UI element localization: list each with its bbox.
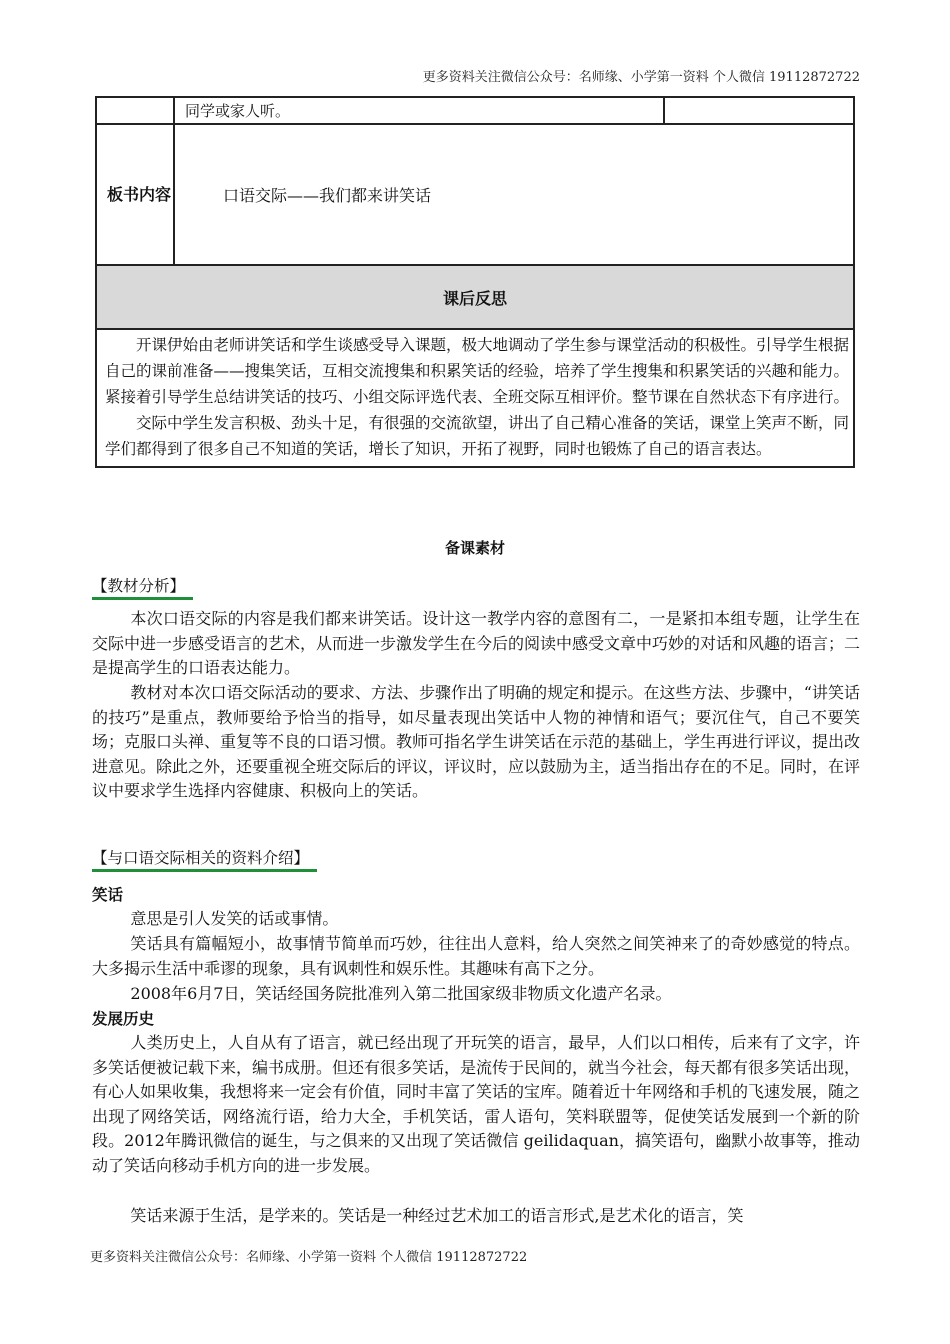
table-cell-empty bbox=[664, 97, 854, 124]
reflection-paragraph: 开课伊始由老师讲笑话和学生谈感受导入课题，极大地调动了学生参与课堂活动的积极性。引导学生根据自己的课前准备——搜集笑话，互相交流搜集和积累笑话的经验，培养了学生搜集和积累笑话的兴趣和能力。紧接着引导学生总结讲笑话的技巧、小组交际评选代表、全班交际互相评价。整节课在自然状态下有序进行。 bbox=[105, 336, 850, 406]
joke-paragraph: 笑话具有篇幅短小，故事情节简单而巧妙，往往出人意料，给人突然之间笑神来了的奇妙感觉的特点。大多揭示生活中乖谬的现象，具有讽刺性和娱乐性。其趣味有高下之分。 bbox=[92, 934, 860, 978]
textbook-paragraph: 本次口语交际的内容是我们都来讲笑话。设计这一教学内容的意图有二，一是紧扣本组专题，让学生在交际中进一步感受语言的艺术，从而进一步激发学生在今后的阅读中感受文章中巧妙的对话和风趣的语言；二是提高学生的口语表达能力。 bbox=[92, 609, 861, 678]
joke-paragraph: 意思是引人发笑的话或事情。 bbox=[130, 909, 339, 928]
resources-heading: 【与口语交际相关的资料介绍】 bbox=[92, 846, 317, 872]
page-footer: 更多资料关注微信公众号：名师缘、小学第一资料 个人微信 19112872722 bbox=[90, 1250, 528, 1265]
table-row bbox=[96, 329, 854, 467]
blackboard-content: 口语交际——我们都来讲笑话 bbox=[174, 124, 854, 265]
lesson-table bbox=[95, 96, 855, 468]
history-heading: 发展历史 bbox=[92, 1010, 155, 1028]
materials-title: 备课素材 bbox=[444, 539, 505, 557]
table-row bbox=[96, 124, 854, 265]
textbook-analysis-heading: 【教材分析】 bbox=[92, 574, 193, 600]
top-row-text: 同学或家人听。 bbox=[174, 97, 664, 124]
joke-heading: 笑话 bbox=[92, 886, 124, 904]
joke-paragraph: 2008年6月7日，笑话经国务院批准列入第二批国家级非物质文化遗产名录。 bbox=[130, 984, 672, 1003]
reflection-heading: 课后反思 bbox=[96, 265, 854, 329]
table-cell-empty bbox=[96, 97, 174, 124]
page-header: 更多资料关注微信公众号：名师缘、小学第一资料 个人微信 19112872722 bbox=[422, 70, 860, 85]
reflection-cell bbox=[96, 329, 854, 467]
blackboard-label: 板书内容 bbox=[96, 124, 174, 265]
table-row bbox=[96, 97, 854, 124]
table-row bbox=[96, 265, 854, 329]
textbook-paragraph: 教材对本次口语交际活动的要求、方法、步骤作出了明确的规定和提示。在这些方法、步骤中，“讲笑话的技巧”是重点，教师要给予恰当的指导，如尽量表现出笑话中人物的神情和语气；要沉住气，自己不要笑场；克服口头禅、重复等不良的口语习惯。教师可指名学生讲笑话在示范的基础上，学生再进行评议，提出改进意见。除此之外，还要重视全班交际后的评议，评议时，应以鼓励为主，适当指出存在的不足。同时，在评议中要求学生选择内容健康、积极向上的笑话。 bbox=[92, 683, 861, 801]
history-paragraph: 笑话来源于生活，是学来的。笑话是一种经过艺术加工的语言形式,是艺术化的语言，笑 bbox=[130, 1206, 744, 1225]
reflection-paragraph: 交际中学生发言积极、劲头十足，有很强的交流欲望，讲出了自己精心准备的笑话，课堂上笑声不断，同学们都得到了很多自己不知道的笑话，增长了知识，开拓了视野，同时也锻炼了自己的语言表达。 bbox=[105, 414, 850, 458]
history-paragraph: 人类历史上，人自从有了语言，就已经出现了开玩笑的语言，最早，人们以口相传，后来有了文字，许多笑话便被记载下来，编书成册。但还有很多笑话，是流传于民间的，就当今社会，每天都有很多笑话出现，有心人如果收集，我想将来一定会有价值，同时丰富了笑话的宝库。随着近十年网络和手机的飞速发展，随之出现了网络笑话，网络流行语，给力大全，手机笑话，雷人语句，笑料联盟等，促使笑话发展到一个新的阶段。2012年腾讯微信的诞生，与之俱来的又出现了笑话微信 geilidaquan，搞笑语句，幽默小故事等，推动动了笑话向移动手机方向的进一步发展。 bbox=[92, 1033, 861, 1175]
